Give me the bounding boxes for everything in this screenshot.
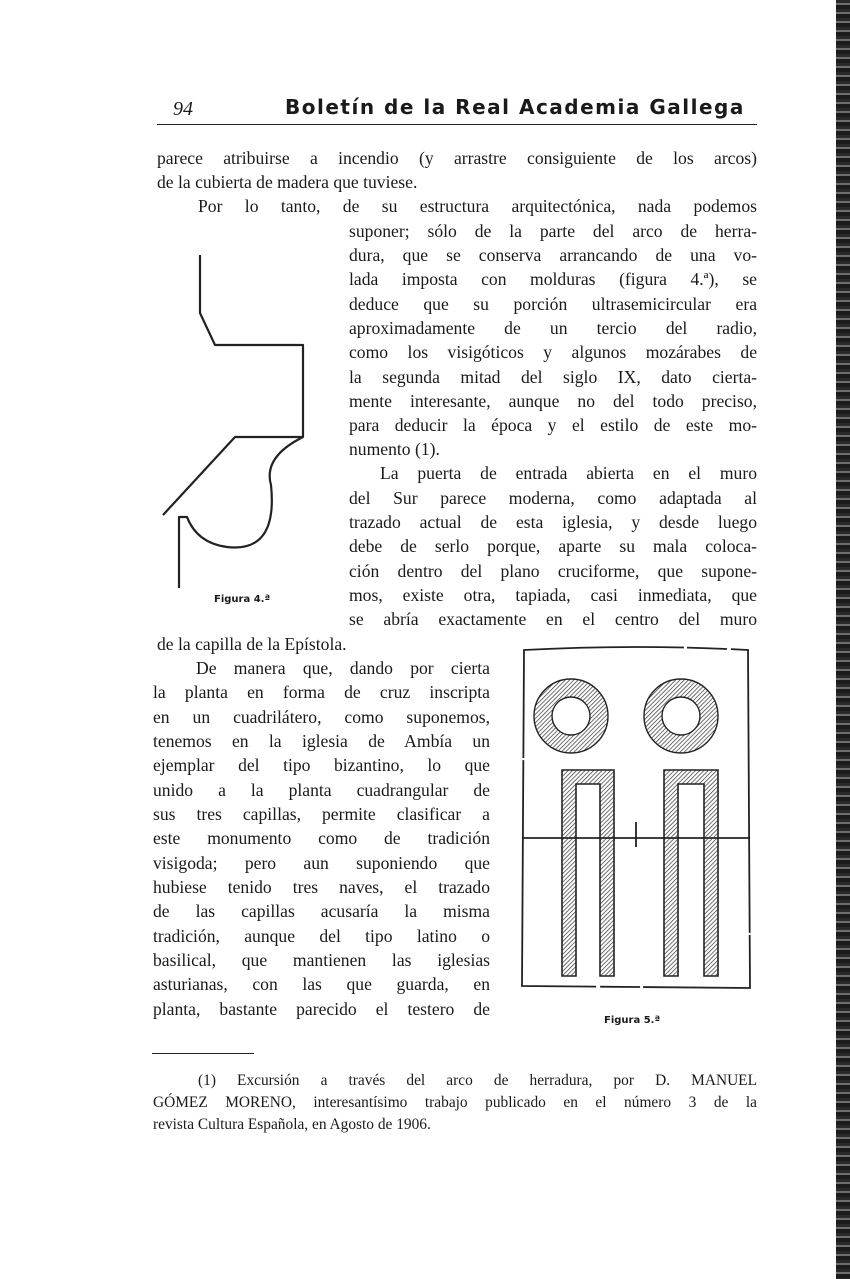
- body-line: la segunda mitad del siglo IX, dato cierta-: [349, 367, 757, 387]
- body-line: parece atribuirse a incendio (y arrastre consiguiente de los arcos): [157, 148, 757, 168]
- body-line: mos, existe otra, tapiada, casi inmediata, que: [349, 585, 757, 605]
- figure-4-caption: Figura 4.ª: [214, 594, 271, 605]
- body-line: tenemos en la iglesia de Ambía un: [153, 731, 490, 751]
- body-line: de la cubierta de madera que tuviese.: [157, 172, 418, 192]
- body-line: para deducir la época y el estilo de este mo-: [349, 415, 757, 435]
- scan-edge-strip: [836, 0, 850, 1279]
- figure-5-caption: Figura 5.ª: [604, 1015, 661, 1026]
- body-line: ejemplar del tipo bizantino, lo que: [153, 755, 490, 775]
- figure-4-arch-profile: [155, 245, 315, 590]
- body-line: Por lo tanto, de su estructura arquitectónica, nada podemos: [198, 196, 757, 216]
- body-line: en un cuadrilátero, como suponemos,: [153, 707, 490, 727]
- body-line: visigoda; pero aun suponiendo que: [153, 853, 490, 873]
- body-line: La puerta de entrada abierta en el muro: [380, 463, 757, 483]
- body-line: de la capilla de la Epístola.: [157, 634, 347, 654]
- body-line: asturianas, con las que guarda, en: [153, 974, 490, 994]
- page-number: 94: [173, 98, 193, 120]
- body-line: debe de serlo porque, aparte su mala coloca-: [349, 536, 757, 556]
- body-line: la planta en forma de cruz inscripta: [153, 682, 490, 702]
- body-line: del Sur parece moderna, como adaptada al: [349, 488, 757, 508]
- body-line: como los visigóticos y algunos mozárabes de: [349, 342, 757, 362]
- body-line: lada imposta con molduras (figura 4.ª), se: [349, 269, 757, 289]
- body-line: basilical, que mantienen las iglesias: [153, 950, 490, 970]
- body-line: tradición, aunque del tipo latino o: [153, 926, 490, 946]
- footnote-rule: [152, 1053, 254, 1054]
- body-line: unido a la planta cuadrangular de: [153, 780, 490, 800]
- body-line: este monumento como de tradición: [153, 828, 490, 848]
- body-line: suponer; sólo de la parte del arco de herra-: [349, 221, 757, 241]
- body-line: deduce que su porción ultrasemicircular era: [349, 294, 757, 314]
- body-line: hubiese tenido tres naves, el trazado: [153, 877, 490, 897]
- body-line: De manera que, dando por cierta: [196, 658, 490, 678]
- body-line: se abría exactamente en el centro del muro: [349, 609, 757, 629]
- body-line: aproximadamente de un tercio del radio,: [349, 318, 757, 338]
- figure-5-right-ring: [644, 679, 718, 753]
- body-line: mente interesante, aunque no del todo preciso,: [349, 391, 757, 411]
- body-line: ción dentro del plano cruciforme, que supone-: [349, 561, 757, 581]
- figure-5-right-slot: [664, 770, 718, 976]
- footnote-line: revista Cultura Española, en Agosto de 1906.: [153, 1116, 431, 1133]
- body-line: sus tres capillas, permite clasificar a: [153, 804, 490, 824]
- body-line: numento (1).: [349, 439, 440, 459]
- body-line: planta, bastante parecido el testero de: [153, 999, 490, 1019]
- footnote-line: GÓMEZ MORENO, interesantísimo trabajo publicado en el número 3 de la: [153, 1094, 757, 1111]
- journal-title: Boletín de la Real Academia Gallega: [285, 95, 745, 119]
- figure-5-left-ring: [534, 679, 608, 753]
- figure-5-plan: [518, 642, 758, 992]
- body-line: trazado actual de esta iglesia, y desde luego: [349, 512, 757, 532]
- body-line: dura, que se conserva arrancando de una vo-: [349, 245, 757, 265]
- running-header: [157, 92, 757, 125]
- body-line: de las capillas acusaría la misma: [153, 901, 490, 921]
- figure-5-left-slot: [562, 770, 614, 976]
- footnote-line: (1) Excursión a través del arco de herradura, por D. MANUEL: [198, 1072, 757, 1089]
